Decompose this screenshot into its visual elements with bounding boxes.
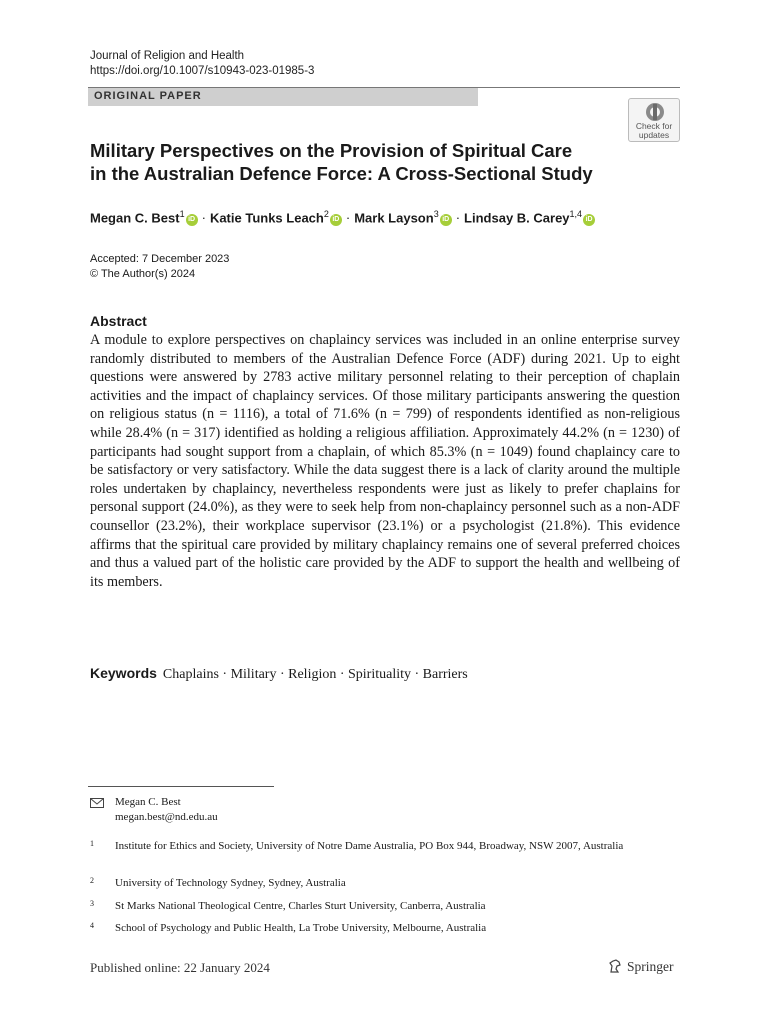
orcid-icon[interactable]: iD [330, 214, 342, 226]
published-online: Published online: 22 January 2024 [90, 960, 270, 975]
doi-link[interactable]: https://doi.org/10.1007/s10943-023-01985-3 [90, 65, 315, 77]
author-list [90, 209, 595, 226]
copyright-notice: © The Author(s) 2024 [90, 268, 196, 280]
publisher-name: Springer [627, 959, 674, 974]
affiliation-text: Institute for Ethics and Society, University of Notre Dame Australia, PO Box 944, Broadway, NSW 2007, Australia [115, 840, 624, 852]
affiliation-text: St Marks National Theological Centre, Charles Sturt University, Canberra, Australia [115, 900, 486, 912]
article-dates [90, 252, 229, 282]
orcid-icon[interactable]: iD [583, 214, 595, 226]
journal-info [90, 49, 314, 79]
author-separator: · [455, 210, 461, 226]
article-type-label: ORIGINAL PAPER [94, 90, 202, 102]
author-separator: · [201, 210, 206, 226]
keywords-heading: Keywords [90, 665, 157, 681]
title-line-2: in the Australian Defence Force: A Cross-Sectional Study [90, 163, 593, 184]
check-for-updates-button[interactable] [628, 98, 680, 142]
article-type-banner [88, 88, 478, 106]
abstract-text: A module to explore perspectives on chaplaincy services was included in an online enterprise survey randomly distributed to members of the Australian Defence Force (ADF) during 2021. Up to eight questions were answered by 2783 active military personnel relating to their perception of chaplain activities and the impact of chaplaincy services. Of those military participants answering the question on religious status (n = 1116), a total of 71.6% (n = 799) of respondents identified as non-religious while 28.4% (n = 317) identified as holding a religious affiliation. Approximately 44.2% (n = 1230) of participants had sought support from a chaplain, of which 85.3% (n = 1049) found chaplaincy care to be satisfactory or very satisfactory. While the data suggest there is a lack of clarity around the multiple roles undertaken by chaplaincy, nevertheless respondents were just as likely to prefer chaplains for personal support (24.0%), as they were to seek help from non-chaplaincy personnel such as a non-ADF counsellor (23.2%), their workplace supervisor (23.1%) or a psychologist (21.8%). This evidence affirms that the spiritual care provided by military chaplaincy remains one of several preferred choices and thus a valued part of the holistic care provided by the ADF to support the health and wellbeing of its members. [90, 332, 680, 590]
check-updates-line1: Check for [635, 121, 673, 131]
envelope-icon [90, 798, 104, 808]
abstract-heading: Abstract [90, 313, 147, 329]
author-name[interactable]: Katie Tunks Leach [209, 210, 324, 226]
author-separator: · [345, 210, 351, 226]
author-name[interactable]: Megan C. Best [90, 210, 180, 226]
springer-logo [607, 958, 674, 975]
check-updates-icon [644, 102, 666, 122]
affiliation-number: 4 [90, 921, 94, 930]
contact-email[interactable]: megan.best@nd.edu.au [115, 811, 218, 823]
affiliation-text: School of Psychology and Public Health, La Trobe University, Melbourne, Australia [115, 922, 487, 934]
title-line-1: Military Perspectives on the Provision of Spiritual Care [90, 140, 573, 161]
author-affiliation-sup: 2 [323, 209, 329, 219]
footnote-rule [88, 786, 274, 787]
keywords-line [90, 665, 468, 683]
accepted-date: Accepted: 7 December 2023 [90, 253, 230, 265]
author-name[interactable]: Lindsay B. Carey [464, 210, 570, 226]
orcid-icon[interactable]: iD [186, 214, 198, 226]
author-affiliation-sup: 1 [179, 209, 185, 219]
springer-horse-icon [607, 958, 623, 974]
affiliation-text: University of Technology Sydney, Sydney, Australia [115, 877, 346, 889]
contact-name: Megan C. Best [115, 796, 181, 808]
keywords-list: Chaplains · Military · Religion · Spirituality · Barriers [162, 667, 468, 682]
affiliation-number: 3 [90, 899, 94, 908]
article-title [90, 139, 630, 185]
author-affiliation-sup: 3 [433, 209, 439, 219]
author-name[interactable]: Mark Layson [354, 210, 434, 226]
affiliation-number: 2 [90, 876, 94, 885]
orcid-icon[interactable]: iD [440, 214, 452, 226]
journal-name: Journal of Religion and Health [90, 50, 245, 62]
affiliation-number: 1 [90, 839, 94, 848]
check-updates-line2: updates [638, 130, 670, 140]
author-affiliation-sup: 1,4 [569, 209, 583, 219]
